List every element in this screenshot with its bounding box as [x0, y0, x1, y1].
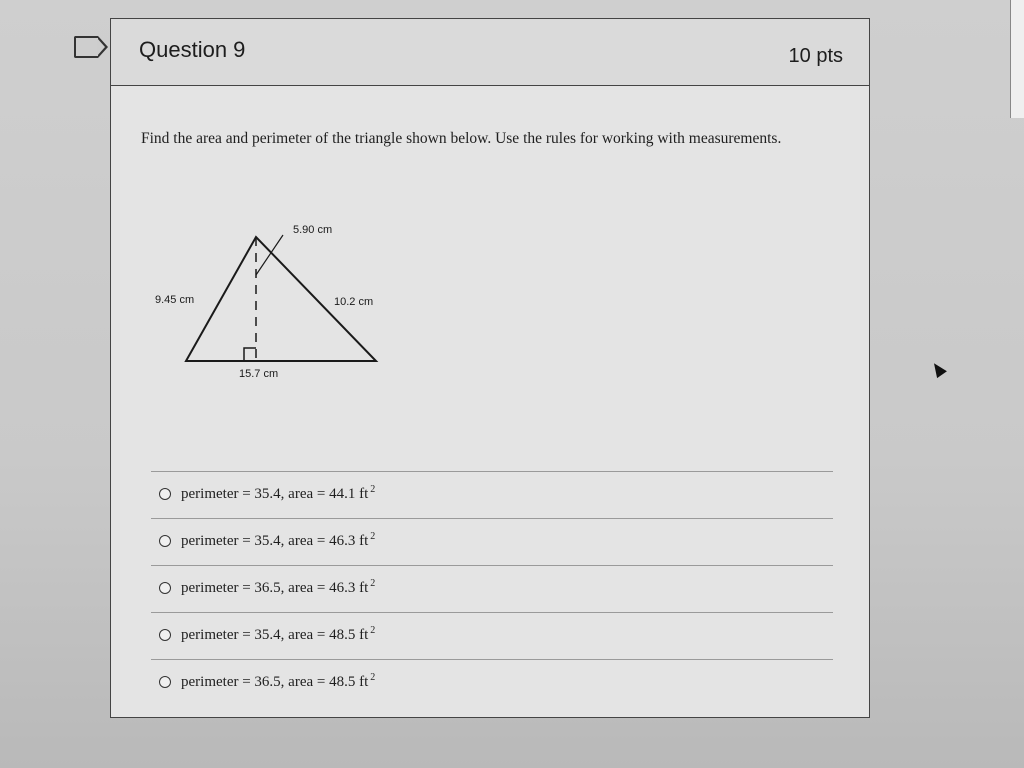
radio-button[interactable] — [159, 535, 171, 547]
question-title: Question 9 — [139, 37, 246, 62]
answer-option-label: perimeter = 36.5, area = 46.3 ft $^2$ — [181, 578, 376, 596]
label-base: 15.7 cm — [239, 368, 279, 380]
right-angle-marker — [244, 348, 256, 361]
flag-question-icon[interactable] — [74, 36, 98, 58]
answer-option-2[interactable] — [151, 518, 833, 565]
radio-button[interactable] — [159, 676, 171, 688]
answer-options — [151, 471, 833, 706]
label-left-side: 9.45 cm — [155, 294, 195, 306]
radio-button[interactable] — [159, 488, 171, 500]
answer-option-4[interactable] — [151, 612, 833, 659]
answer-option-label: perimeter = 35.4, area = 48.5 ft $^2$ — [181, 625, 376, 643]
question-prompt: Find the area and perimeter of the triangle shown below. Use the rules for working with measurements. — [141, 130, 782, 147]
radio-button[interactable] — [159, 582, 171, 594]
answer-option-label: perimeter = 36.5, area = 48.5 ft $^2$ — [181, 672, 376, 690]
answer-option-3[interactable] — [151, 565, 833, 612]
question-points: 10 pts — [788, 45, 843, 67]
answer-option-label: perimeter = 35.4, area = 44.1 ft $^2$ — [181, 484, 376, 502]
question-header — [111, 19, 869, 86]
answer-option-1[interactable] — [151, 471, 833, 518]
question-card — [110, 18, 870, 718]
radio-button[interactable] — [159, 629, 171, 641]
mouse-cursor-icon — [929, 360, 947, 378]
label-right-side: 10.2 cm — [334, 296, 374, 308]
screen-edge — [1010, 0, 1024, 118]
label-height: 5.90 cm — [293, 224, 333, 236]
triangle-figure — [151, 215, 451, 395]
answer-option-5[interactable] — [151, 659, 833, 706]
answer-option-label: perimeter = 35.4, area = 46.3 ft $^2$ — [181, 531, 376, 549]
